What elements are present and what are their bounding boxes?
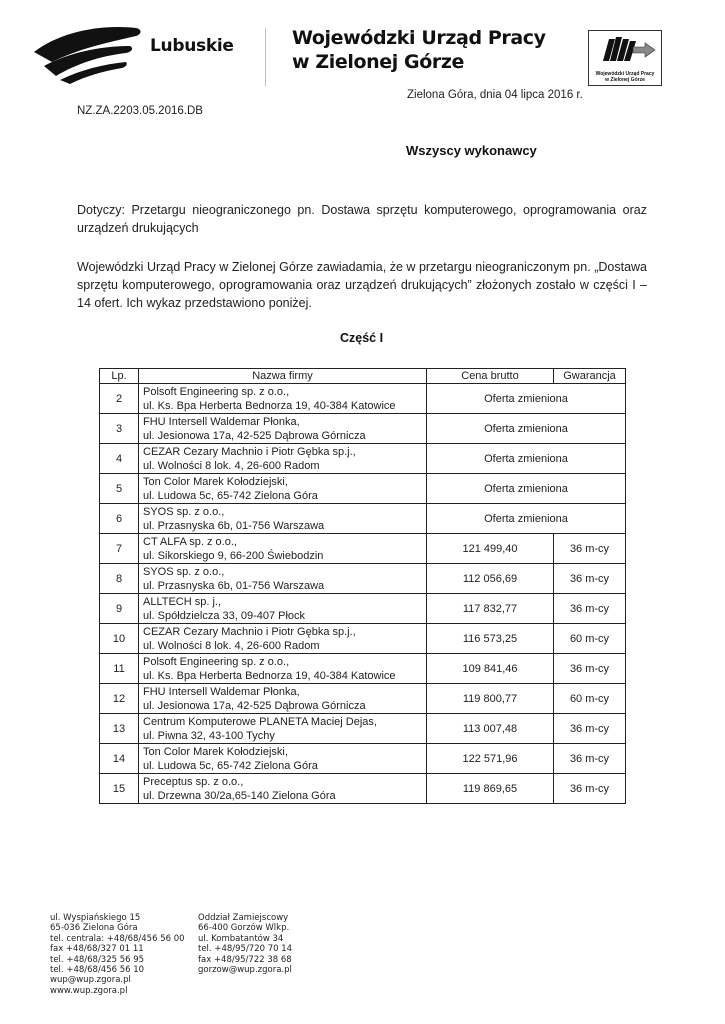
table-row — [100, 654, 626, 684]
row-lp: 9 — [100, 594, 139, 624]
row-lp: 6 — [100, 504, 139, 534]
table-row — [100, 774, 626, 804]
footer-line: ul. Kombatantów 34 — [198, 933, 284, 944]
row-status: Oferta zmieniona — [427, 444, 626, 474]
row-firm — [139, 654, 427, 684]
footer-line: wup@wup.zgora.pl — [50, 975, 131, 986]
table-row — [100, 534, 626, 564]
row-lp: 8 — [100, 564, 139, 594]
table-row — [100, 444, 626, 474]
table-row — [100, 744, 626, 774]
row-status: Oferta zmieniona — [427, 504, 626, 534]
column-header-firm: Nazwa firmy — [139, 369, 427, 384]
row-price: 117 832,77 — [427, 594, 554, 624]
table-row — [100, 414, 626, 444]
firm-name: FHU Intersell Waldemar Płonka, — [143, 415, 300, 428]
row-firm — [139, 444, 427, 474]
firm-address: ul. Ludowa 5c, 65-742 Zielona Góra — [143, 489, 318, 502]
row-warranty: 60 m-cy — [554, 624, 626, 654]
header-divider — [265, 28, 266, 86]
firm-address: ul. Ks. Bpa Herberta Bednorza 19, 40-384 Katowice — [143, 399, 396, 412]
row-warranty: 36 m-cy — [554, 564, 626, 594]
row-price: 122 571,96 — [427, 744, 554, 774]
firm-address: ul. Jesionowa 17a, 42-525 Dąbrowa Górnicza — [143, 699, 366, 712]
footer-branch-address — [198, 913, 292, 975]
firm-name: SYOS sp. z o.o., — [143, 505, 225, 518]
row-lp: 12 — [100, 684, 139, 714]
firm-name: FHU Intersell Waldemar Płonka, — [143, 685, 300, 698]
bids-table — [99, 368, 626, 804]
footer-line: fax +48/95/722 38 68 — [198, 954, 292, 965]
row-firm — [139, 744, 427, 774]
column-header-warranty: Gwarancja — [554, 369, 626, 384]
row-lp: 4 — [100, 444, 139, 474]
row-warranty: 36 m-cy — [554, 534, 626, 564]
table-row — [100, 474, 626, 504]
firm-name: Ton Color Marek Kołodziejski, — [143, 745, 288, 758]
firm-address: ul. Ludowa 5c, 65-742 Zielona Góra — [143, 759, 318, 772]
place-date: Zielona Góra, dnia 04 lipca 2016 r. — [407, 89, 583, 101]
row-warranty: 60 m-cy — [554, 684, 626, 714]
row-price: 113 007,48 — [427, 714, 554, 744]
firm-address: ul. Przasnyska 6b, 01-756 Warszawa — [143, 579, 325, 592]
firm-name: Preceptus sp. z o.o., — [143, 775, 244, 788]
footer-line: 65-036 Zielona Góra — [50, 923, 138, 934]
row-price: 109 841,46 — [427, 654, 554, 684]
lubuskie-logo — [30, 22, 250, 88]
table-row — [100, 504, 626, 534]
footer-line: gorzow@wup.zgora.pl — [198, 965, 292, 976]
row-price: 116 573,25 — [427, 624, 554, 654]
firm-name: Polsoft Engineering sp. z o.o., — [143, 655, 290, 668]
row-firm — [139, 564, 427, 594]
organization-title — [292, 26, 546, 74]
firm-address: ul. Sikorskiego 9, 66-200 Świebodzin — [143, 549, 324, 562]
firm-name: CEZAR Cezary Machnio i Piotr Gębka sp.j., — [143, 625, 356, 638]
firm-address: ul. Jesionowa 17a, 42-525 Dąbrowa Górnicza — [143, 429, 366, 442]
row-lp: 7 — [100, 534, 139, 564]
lubuskie-logo-text: Lubuskie — [150, 36, 234, 56]
row-warranty: 36 m-cy — [554, 744, 626, 774]
row-lp: 3 — [100, 414, 139, 444]
row-firm — [139, 504, 427, 534]
table-header-row — [100, 369, 626, 384]
firm-name: ALLTECH sp. j., — [143, 595, 222, 608]
firm-name: Centrum Komputerowe PLANETA Maciej Dejas, — [143, 715, 377, 728]
row-firm — [139, 534, 427, 564]
row-lp: 11 — [100, 654, 139, 684]
row-warranty: 36 m-cy — [554, 654, 626, 684]
bids-table-body — [100, 384, 626, 804]
footer-line: tel. +48/95/720 70 14 — [198, 944, 293, 955]
table-row — [100, 714, 626, 744]
footer-line: tel. +48/68/456 56 10 — [50, 965, 145, 976]
row-status: Oferta zmieniona — [427, 414, 626, 444]
row-warranty: 36 m-cy — [554, 774, 626, 804]
row-warranty: 36 m-cy — [554, 714, 626, 744]
footer-line: ul. Wyspiańskiego 15 — [50, 913, 141, 923]
firm-address: ul. Piwna 32, 43-100 Tychy — [143, 729, 275, 742]
column-header-price: Cena brutto — [427, 369, 554, 384]
firm-name: CEZAR Cezary Machnio i Piotr Gębka sp.j., — [143, 445, 356, 458]
organization-line-1: Wojewódzki Urząd Pracy — [292, 27, 546, 49]
row-lp: 15 — [100, 774, 139, 804]
table-row — [100, 564, 626, 594]
row-lp: 2 — [100, 384, 139, 414]
firm-address: ul. Drzewna 30/2a,65-140 Zielona Góra — [143, 789, 336, 802]
table-row — [100, 684, 626, 714]
row-firm — [139, 594, 427, 624]
firm-address: ul. Spółdzielcza 33, 09-407 Płock — [143, 609, 306, 622]
wup-emblem-caption — [591, 71, 659, 83]
row-firm — [139, 474, 427, 504]
footer-headquarters-address — [50, 913, 185, 996]
table-row — [100, 594, 626, 624]
row-status: Oferta zmieniona — [427, 384, 626, 414]
lubuskie-swoosh-icon — [30, 22, 145, 88]
firm-name: Polsoft Engineering sp. z o.o., — [143, 385, 290, 398]
footer-line: tel. centrala: +48/68/456 56 00 — [50, 933, 185, 944]
row-firm — [139, 414, 427, 444]
table-row — [100, 384, 626, 414]
notice-paragraph: Wojewódzki Urząd Pracy w Zielonej Górze zawiadamia, że w przetargu nieograniczonym pn. „Dostawa sprzętu komputerowego, oprogramowania oraz urządzeń drukujących” złożonych zostało w części I – 14 ofert. Ich wykaz przedstawiono poniżej. — [77, 260, 647, 310]
firm-name: SYOS sp. z o.o., — [143, 565, 225, 578]
row-firm — [139, 774, 427, 804]
row-price: 121 499,40 — [427, 534, 554, 564]
wup-emblem — [588, 30, 662, 86]
row-firm — [139, 714, 427, 744]
row-price: 119 800,77 — [427, 684, 554, 714]
addressee: Wszyscy wykonawcy — [406, 143, 537, 158]
footer-line: 66-400 Gorzów Wlkp. — [198, 923, 290, 934]
reference-number: NZ.ZA.2203.05.2016.DB — [77, 105, 203, 117]
subject-paragraph: Dotyczy: Przetargu nieograniczonego pn. Dostawa sprzętu komputerowego, oprogramowania oraz urządzeń drukujących — [77, 203, 647, 235]
firm-address: ul. Wolności 8 lok. 4, 26-600 Radom — [143, 459, 320, 472]
row-lp: 13 — [100, 714, 139, 744]
wup-emblem-caption-line-1: Wojewódzki Urząd Pracy — [595, 71, 655, 77]
row-lp: 14 — [100, 744, 139, 774]
firm-name: Ton Color Marek Kołodziejski, — [143, 475, 288, 488]
row-warranty: 36 m-cy — [554, 594, 626, 624]
firm-address: ul. Przasnyska 6b, 01-756 Warszawa — [143, 519, 325, 532]
section-title: Część I — [340, 331, 384, 345]
column-header-lp: Lp. — [100, 369, 139, 384]
footer-line: tel. +48/68/325 56 95 — [50, 954, 145, 965]
organization-line-2: w Zielonej Górze — [292, 51, 465, 73]
row-lp: 10 — [100, 624, 139, 654]
footer-line: fax +48/68/327 01 11 — [50, 944, 144, 955]
row-lp: 5 — [100, 474, 139, 504]
table-row — [100, 624, 626, 654]
row-firm — [139, 624, 427, 654]
firm-name: CT ALFA sp. z o.o., — [143, 535, 237, 548]
footer-line: Oddział Zamiejscowy — [198, 913, 289, 923]
row-firm — [139, 384, 427, 414]
wup-emblem-icon — [589, 31, 661, 71]
row-price: 112 056,69 — [427, 564, 554, 594]
row-status: Oferta zmieniona — [427, 474, 626, 504]
row-price: 119 869,65 — [427, 774, 554, 804]
firm-address: ul. Ks. Bpa Herberta Bednorza 19, 40-384 Katowice — [143, 669, 396, 682]
firm-address: ul. Wolności 8 lok. 4, 26-600 Radom — [143, 639, 320, 652]
row-firm — [139, 684, 427, 714]
footer-line: www.wup.zgora.pl — [50, 985, 128, 996]
wup-emblem-caption-line-2: w Zielonej Górze — [605, 77, 645, 83]
